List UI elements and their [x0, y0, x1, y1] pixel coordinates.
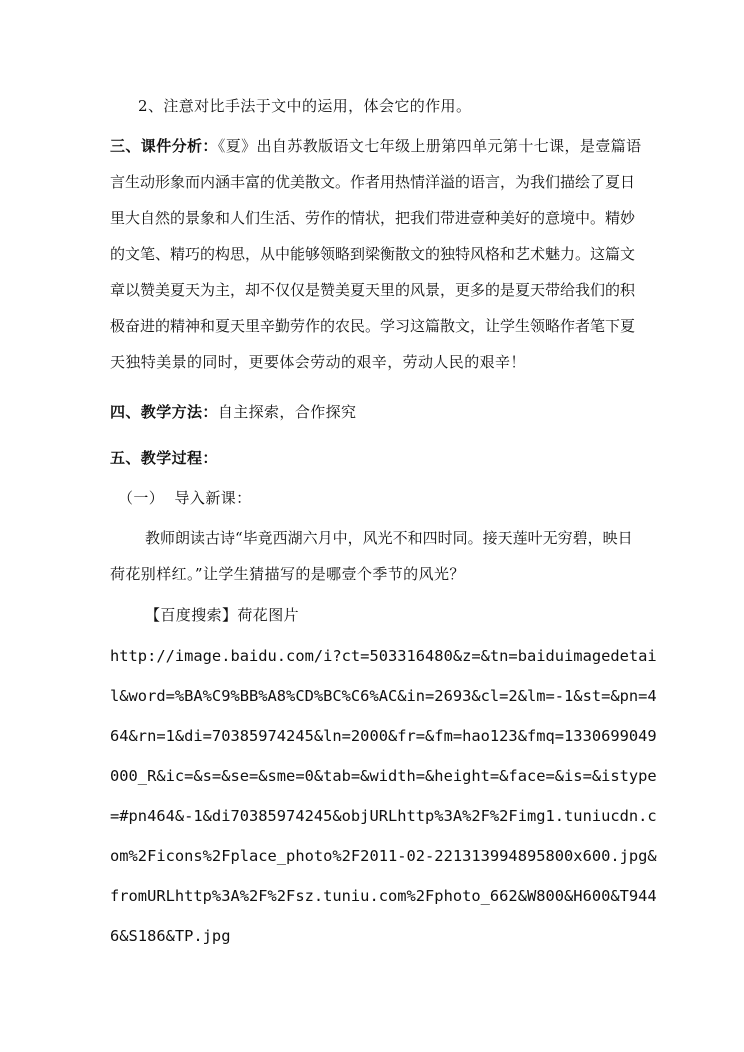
section-4-line: [110, 402, 356, 422]
section-4-text: 自主探索，合作探究: [217, 403, 357, 421]
paragraph-1-line-0: 教师朗读古诗“毕竟西湖六月中，风光不和四时同。接天莲叶无穷碧，映日: [145, 529, 633, 547]
search-label: 【百度搜索】荷花图片: [145, 606, 300, 624]
url-line-4[interactable]: =#pn464&-1&di70385974245&objURLhttp%3A%2F%2Fimg1.tuniucdn.c: [110, 807, 657, 825]
section-3-line-3: 的文笔、精巧的构思，从中能够领略到梁衡散文的独特风格和艺术魅力。这篇文: [110, 245, 636, 263]
section-3-line-1: 言生动形象而内涵丰富的优美散文。作者用热情洋溢的语言，为我们描绘了夏日: [110, 173, 636, 191]
subsection-1-heading: （一） 导入新课：: [118, 489, 252, 507]
url-line-2[interactable]: 64&rn=1&di=70385974245&ln=2000&fr=&fm=hao123&fmq=1330699049: [110, 727, 657, 745]
paragraph-1-line-1: 荷花别样红。”让学生猜描写的是哪壹个季节的风光？: [110, 565, 465, 583]
section-3-first-line: [110, 136, 642, 156]
section-3-line-5: 极奋进的精神和夏天里辛勤劳作的农民。学习这篇散文，让学生领略作者笔下夏: [110, 317, 636, 335]
note-2: 2、注意对比手法于文中的运用，体会它的作用。: [138, 97, 472, 115]
url-line-3[interactable]: 000_R&ic=&s=&se=&sme=0&tab=&width=&height=&face=&is=&istype: [110, 767, 657, 785]
url-line-6[interactable]: fromURLhttp%3A%2F%2Fsz.tuniu.com%2Fphoto_662&W800&H600&T944: [110, 887, 657, 905]
section-3-heading: 三、课件分析：: [110, 137, 218, 155]
url-line-0[interactable]: http://image.baidu.com/i?ct=503316480&z=&tn=baiduimagedetai: [110, 647, 657, 665]
section-3-line-4: 章以赞美夏天为主，却不仅仅是赞美夏天里的风景，更多的是夏天带给我们的积: [110, 281, 636, 299]
section-4-heading: 四、教学方法：: [110, 403, 218, 421]
section-3-line-0: 《夏》出自苏教版语文七年级上册第四单元第十七课，是壹篇语: [217, 137, 642, 155]
url-line-5[interactable]: om%2Ficons%2Fplace_photo%2F2011-02-221313994895800x600.jpg&: [110, 847, 657, 865]
section-5-heading: 五、教学过程：: [110, 449, 218, 467]
section-3-line-6: 天独特美景的同时，更要体会劳动的艰辛，劳动人民的艰辛！: [110, 353, 526, 371]
url-line-7[interactable]: 6&S186&TP.jpg: [110, 927, 231, 945]
section-3-line-2: 里大自然的景象和人们生活、劳作的情状，把我们带进壹种美好的意境中。精妙: [110, 209, 636, 227]
url-line-1[interactable]: l&word=%BA%C9%BB%A8%CD%BC%C6%AC&in=2693&cl=2&lm=-1&st=&pn=4: [110, 687, 657, 705]
